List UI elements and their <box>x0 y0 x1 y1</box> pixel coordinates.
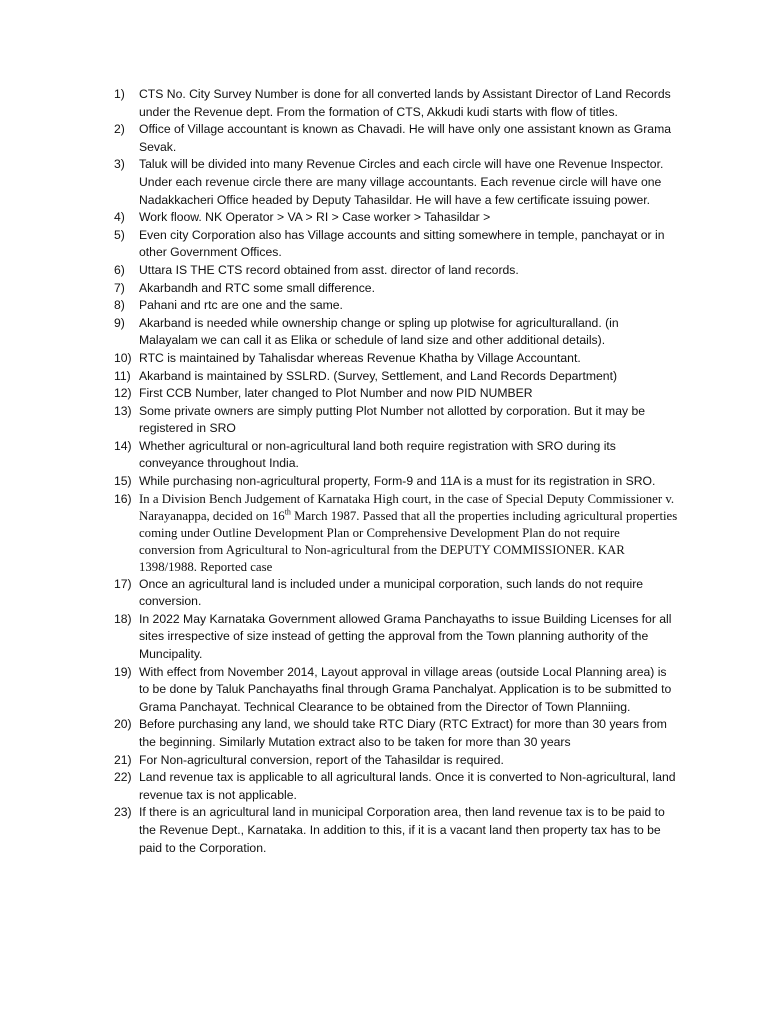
item-number: 10) <box>114 350 132 365</box>
list-item <box>114 86 679 121</box>
document-body <box>114 86 679 857</box>
item-text: Taluk will be divided into many Revenue Circles and each circle will have one Revenue Inspector. Under each revenue circle there are many village accountants. Each revenue circle will have one Nadakkacheri Office headed by Deputy Tahasildar. He will have a few certificate issuing power. <box>139 157 664 207</box>
item-number: 21) <box>114 752 132 767</box>
item-text: Pahani and rtc are one and the same. <box>139 298 343 313</box>
list-item <box>114 473 679 491</box>
item-text: Some private owners are simply putting Plot Number not allotted by corporation. But it may be registered in SRO <box>139 403 646 436</box>
item-number: 19) <box>114 664 132 679</box>
item-number: 18) <box>114 611 132 626</box>
item-number: 17) <box>114 576 132 591</box>
item-number: 14) <box>114 438 132 453</box>
item-number: 3) <box>114 157 125 172</box>
item-text: Land revenue tax is applicable to all agricultural lands. Once it is converted to Non-agricultural, land revenue tax is not applicable. <box>139 770 676 802</box>
item-number: 9) <box>114 315 125 330</box>
item-text: With effect from November 2014, Layout approval in village areas (outside Local Planning area) is to be done by Taluk Panchayaths final through Grama Panchalyat. Application is to be submitted to Grama Panchayat. Technical Clearance to be obtained from the Director of Town Planniing. <box>139 664 672 714</box>
item-number: 22) <box>114 770 132 785</box>
list-item <box>114 752 679 770</box>
item-text: Akarbandh and RTC some small difference. <box>139 280 375 295</box>
list-item <box>114 350 679 368</box>
item-text: Office of Village accountant is known as Chavadi. He will have only one assistant known as Grama Sevak. <box>139 122 672 154</box>
item-text: In 2022 May Karnataka Government allowed Grama Panchayaths to issue Building Licenses for all sites irrespective of size instead of getting the approval from the Town planning authority of the Muncipality. <box>139 611 672 662</box>
item-text: Even city Corporation also has Village accounts and sitting somewhere in temple, panchayat or in other Government Offices. <box>139 227 665 260</box>
list-item <box>114 804 679 857</box>
item-number: 4) <box>114 210 125 225</box>
list-item <box>114 491 679 576</box>
item-text: For Non-agricultural conversion, report of the Tahasildar is required. <box>139 752 504 767</box>
item-text: Before purchasing any land, we should take RTC Diary (RTC Extract) for more than 30 years from the beginning. Similarly Mutation extract also to be taken for more than 30 years <box>139 717 667 749</box>
list-item <box>114 769 679 804</box>
item-number: 15) <box>114 474 132 489</box>
list-item <box>114 385 679 403</box>
item-text: If there is an agricultural land in municipal Corporation area, then land revenue tax is to be paid to the Revenue Dept., Karnataka. In addition to this, if it is a vacant land then property tax has to be paid to the Corporation. <box>139 805 665 855</box>
list-item <box>114 611 679 664</box>
item-number: 13) <box>114 403 132 418</box>
list-item <box>114 368 679 386</box>
list-item <box>114 297 679 315</box>
list-item <box>114 438 679 473</box>
list-item <box>114 156 679 209</box>
item-text: Whether agricultural or non-agricultural land both require registration with SRO during its conveyance throughout India. <box>139 438 616 471</box>
item-text: Uttara IS THE CTS record obtained from asst. director of land records. <box>139 262 519 277</box>
item-text: Akarband is needed while ownership change or spling up plotwise for agriculturalland. (in Malayalam we can call it as Elika or schedule of land size and other additional details). <box>139 315 619 348</box>
item-text: Once an agricultural land is included under a municipal corporation, such lands do not require conversion. <box>139 576 644 609</box>
item-text: CTS No. City Survey Number is done for all converted lands by Assistant Director of Land Records under the Revenue dept. From the formation of CTS, Akkudi kudi starts with flow of titles. <box>139 87 671 119</box>
item-text: While purchasing non-agricultural property, Form-9 and 11A is a must for its registration in SRO. <box>139 474 656 489</box>
list-item <box>114 280 679 298</box>
item-text-part: March 1987. Passed that all the properties including agricultural properties coming under Outline Development Plan or Comprehensive Development Plan do not require conversion from Agricultural to Non-agricultural from the DEPUTY COMMISSIONER. KAR 1398/1988. Reported case <box>139 508 678 574</box>
list-item <box>114 227 679 262</box>
item-text: Work floow. NK Operator > VA > RI > Case worker > Tahasildar > <box>139 210 491 225</box>
item-number: 5) <box>114 227 125 242</box>
item-number: 16) <box>114 491 132 506</box>
item-text: RTC is maintained by Tahalisdar whereas Revenue Khatha by Village Accountant. <box>139 350 581 365</box>
list-item <box>114 576 679 611</box>
list-item <box>114 315 679 350</box>
list-item <box>114 209 679 227</box>
list-item <box>114 664 679 717</box>
item-text: Akarband is maintained by SSLRD. (Survey, Settlement, and Land Records Department) <box>139 368 618 383</box>
item-number: 6) <box>114 262 125 277</box>
item-number: 12) <box>114 386 132 401</box>
ordinal-superscript: th <box>284 507 291 517</box>
item-text-part: In a Division Bench Judgement of Karnataka High court, in the case of Special Deputy Commissioner v. Narayanappa, decided on 16 <box>139 491 675 523</box>
item-number: 2) <box>114 122 125 137</box>
item-text <box>139 491 679 576</box>
item-number: 20) <box>114 717 132 732</box>
item-number: 23) <box>114 805 132 820</box>
item-text: First CCB Number, later changed to Plot Number and now PID NUMBER <box>139 386 533 401</box>
list-item <box>114 716 679 751</box>
item-number: 11) <box>114 368 131 383</box>
list-item <box>114 262 679 280</box>
list-item <box>114 403 679 438</box>
item-number: 8) <box>114 298 125 313</box>
list-item <box>114 121 679 156</box>
item-number: 1) <box>114 87 125 101</box>
item-number: 7) <box>114 280 125 295</box>
